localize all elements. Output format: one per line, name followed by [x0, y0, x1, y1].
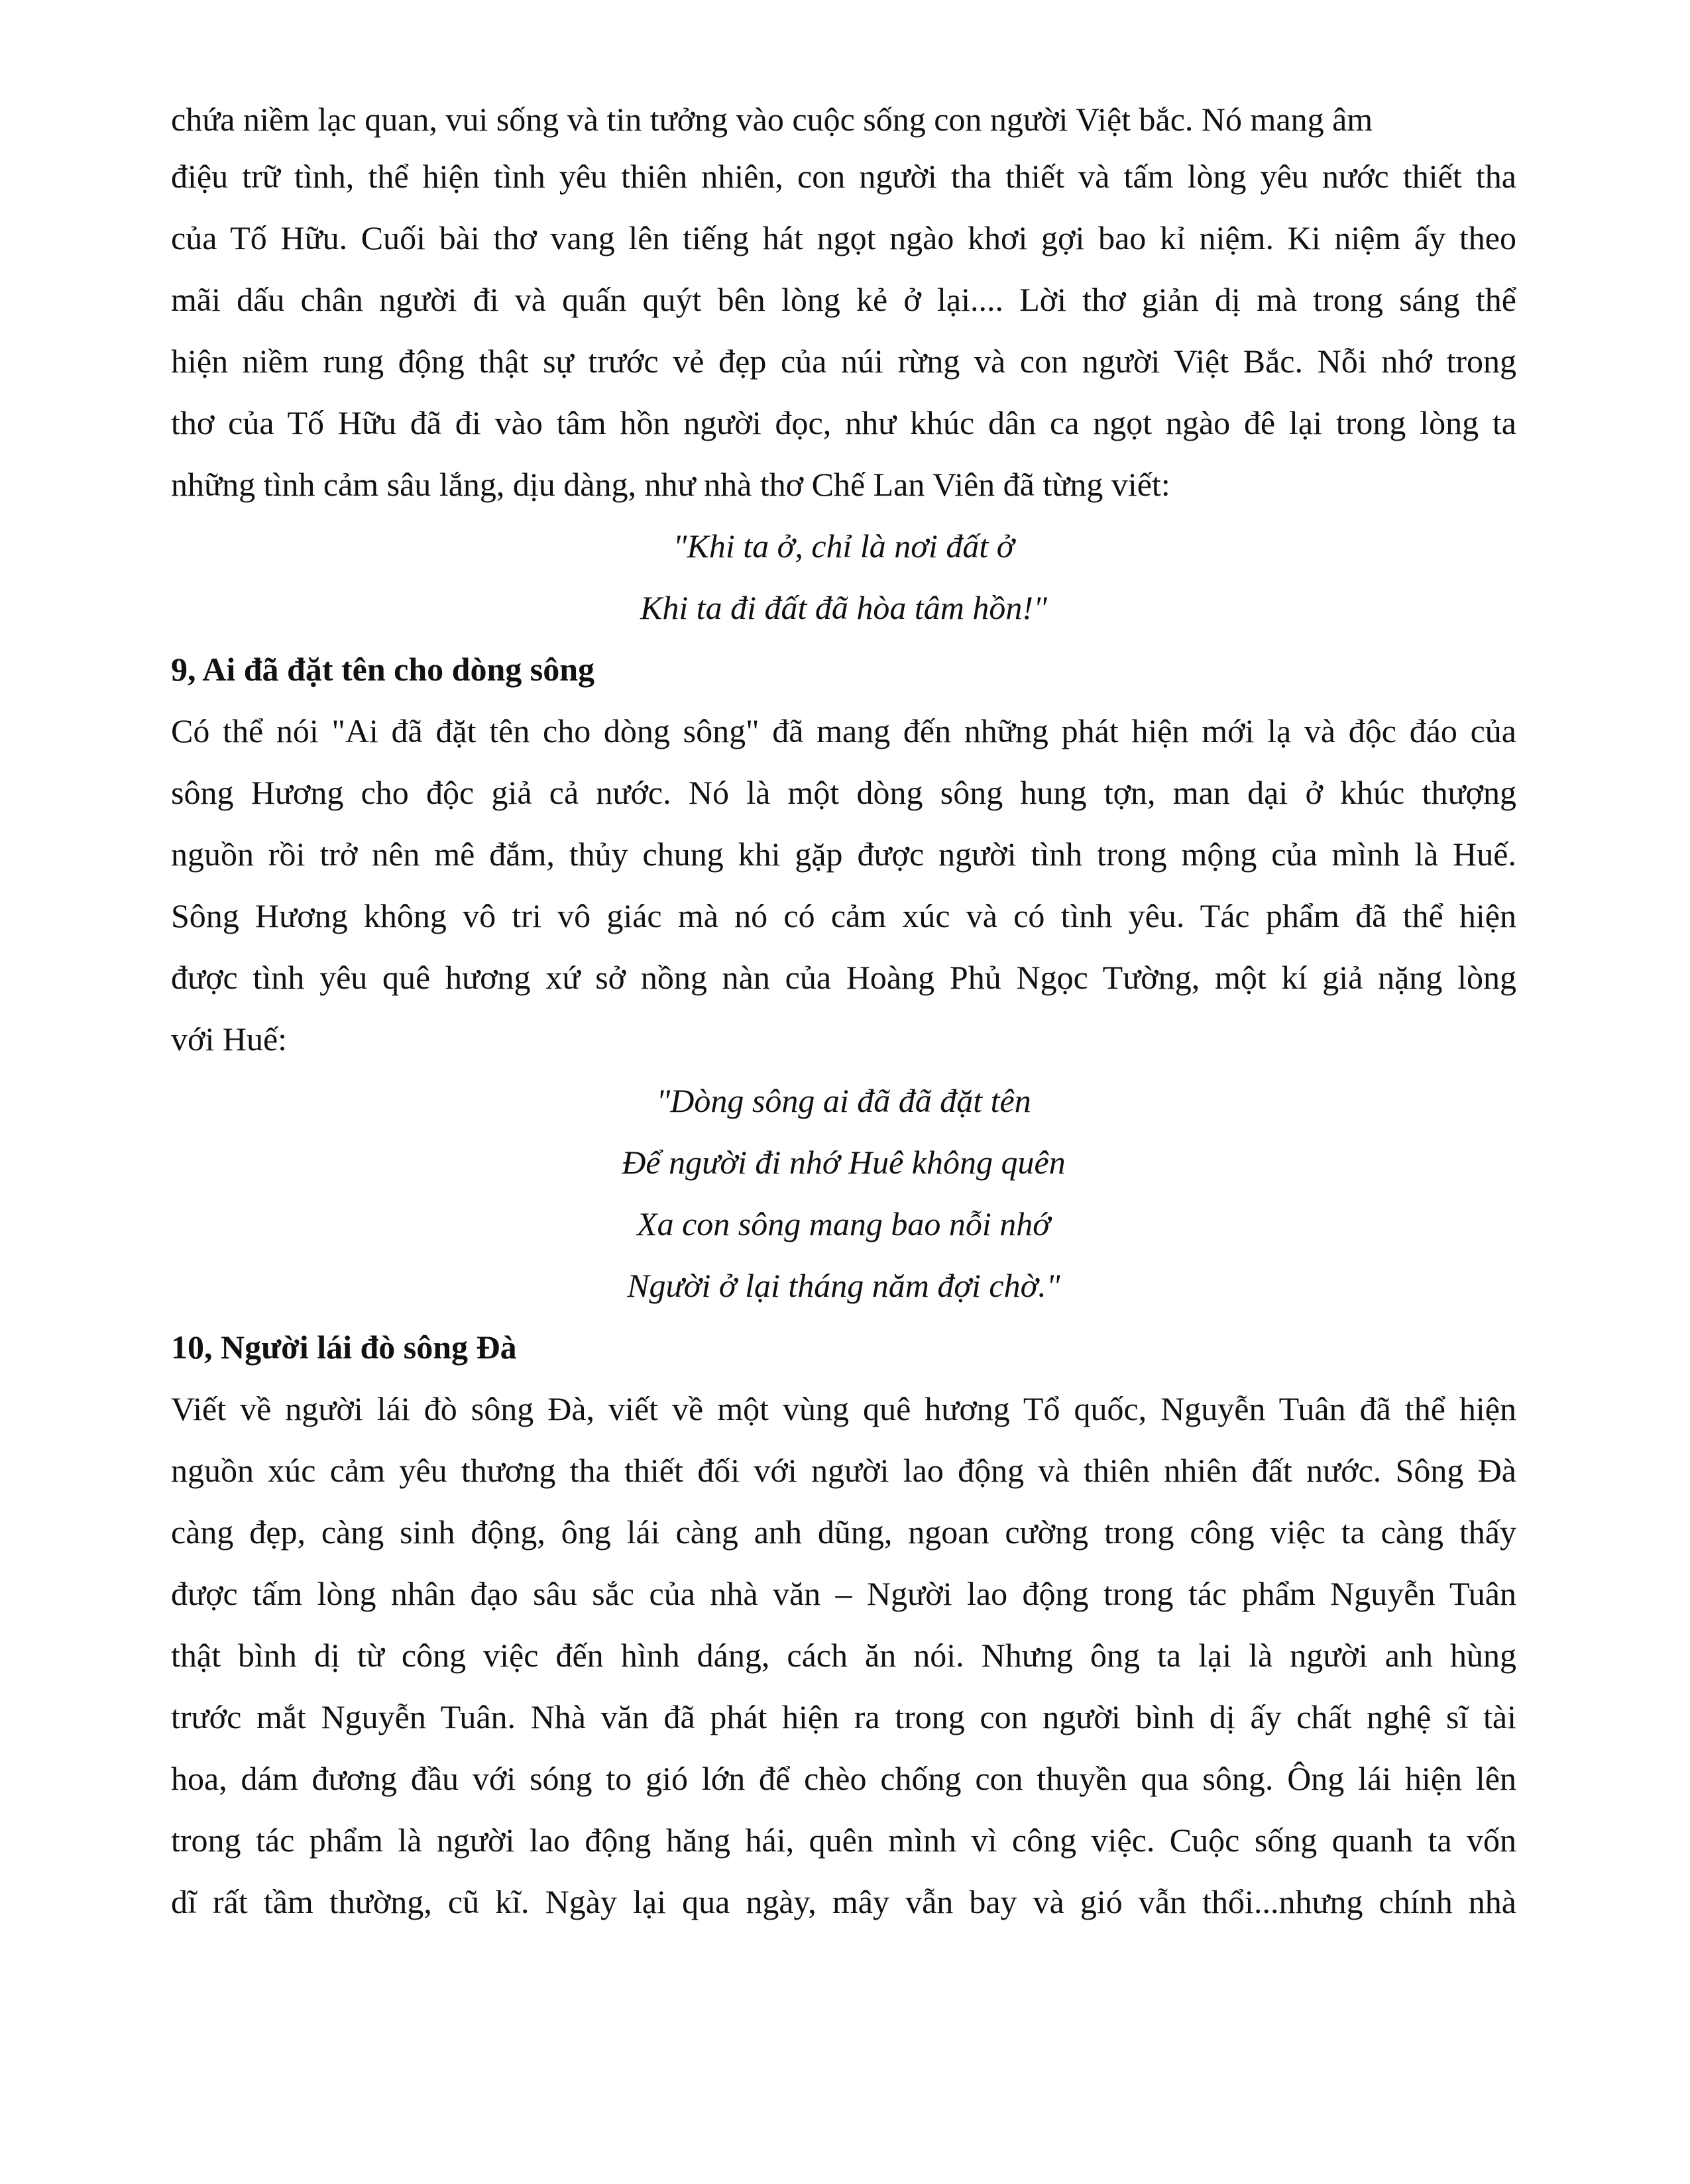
section-10-line-2: nguồn xúc cảm yêu thương tha thiết đối với người lao động và thiên nhiên đất nước. Sông Đà: [171, 1452, 1516, 1489]
section-10-paragraph: [171, 1378, 1516, 1933]
section-9-quote-line-3: Xa con sông mang bao nỗi nhớ: [637, 1205, 1050, 1242]
intro-line-1: chứa niềm lạc quan, vui sống và tin tưởng vào cuộc sống con người Việt bắc. Nó mang âm: [171, 101, 1373, 138]
section-10-line-6: trước mắt Nguyễn Tuân. Nhà văn đã phát hiện ra trong con người bình dị ấy chất nghệ sĩ tài: [171, 1698, 1516, 1735]
section-10-line-5: thật bình dị từ công việc đến hình dáng, cách ăn nói. Nhưng ông ta lại là người anh hùng: [171, 1637, 1516, 1674]
section-10-line-4: được tấm lòng nhân đạo sâu sắc của nhà văn – Người lao động trong tác phẩm Nguyễn Tuân: [171, 1575, 1516, 1612]
section-10-heading: 10, Người lái đò sông Đà: [171, 1329, 517, 1366]
intro-line-6: thơ của Tố Hữu đã đi vào tâm hồn người đọc, như khúc dân ca ngọt ngào đê lại trong lòng ta: [171, 404, 1516, 441]
section-9-heading: 9, Ai đã đặt tên cho dòng sông: [171, 651, 595, 688]
intro-line-7: những tình cảm sâu lắng, dịu dàng, như nhà thơ Chế Lan Viên đã từng viết:: [171, 466, 1170, 503]
section-9-line-2: sông Hương cho độc giả cả nước. Nó là một dòng sông hung tợn, man dại ở khúc thượng: [171, 774, 1516, 811]
intro-line-2: điệu trữ tình, thể hiện tình yêu thiên nhiên, con người tha thiết và tấm lòng yêu nước thiết tha: [171, 158, 1516, 195]
document-page: [171, 93, 1516, 1933]
section-10-line-1: Viết về người lái đò sông Đà, viết về một vùng quê hương Tổ quốc, Nguyễn Tuân đã thể hiện: [171, 1390, 1516, 1427]
section-9-line-6: với Huế:: [171, 1020, 288, 1058]
intro-line-4: mãi dấu chân người đi và quấn quýt bên lòng kẻ ở lại.... Lời thơ giản dị mà trong sáng thể: [171, 281, 1516, 318]
intro-line-5: hiện niềm rung động thật sự trước vẻ đẹp của núi rừng và con người Việt Bắc. Nỗi nhớ trong: [171, 343, 1516, 380]
section-10-line-8: trong tác phẩm là người lao động hăng hái, quên mình vì công việc. Cuộc sống quanh ta vốn: [171, 1822, 1516, 1859]
intro-line-3: của Tố Hữu. Cuối bài thơ vang lên tiếng hát ngọt ngào khơi gợi bao kỉ niệm. Ki niệm ấy theo: [171, 219, 1516, 256]
section-9-line-5: được tình yêu quê hương xứ sở nồng nàn của Hoàng Phủ Ngọc Tường, một kí giả nặng lòng: [171, 959, 1516, 996]
section-10-line-9: dĩ rất tầm thường, cũ kĩ. Ngày lại qua ngày, mây vẫn bay và gió vẫn thổi...nhưng chính nhà: [171, 1883, 1516, 1920]
section-9-quote: [171, 1070, 1516, 1317]
section-9-quote-line-1: "Dòng sông ai đã đã đặt tên: [656, 1082, 1031, 1119]
section-9-line-4: Sông Hương không vô tri vô giác mà nó có cảm xúc và có tình yêu. Tác phẩm đã thể hiện: [171, 897, 1516, 934]
intro-quote-line-2: Khi ta đi đất đã hòa tâm hồn!": [640, 589, 1048, 626]
section-9-quote-line-4: Người ở lại tháng năm đợi chờ.": [627, 1267, 1060, 1304]
section-10-line-7: hoa, dám đương đầu với sóng to gió lớn để chèo chống con thuyền qua sông. Ông lái hiện lên: [171, 1760, 1516, 1797]
section-9-quote-line-2: Để người đi nhớ Huê không quên: [622, 1144, 1066, 1181]
section-9-paragraph: [171, 700, 1516, 1070]
intro-paragraph: [171, 93, 1516, 516]
intro-quote: [171, 516, 1516, 639]
section-10-line-3: càng đẹp, càng sinh động, ông lái càng anh dũng, ngoan cường trong công việc ta càng thấy: [171, 1513, 1516, 1551]
section-9-line-1: Có thể nói "Ai đã đặt tên cho dòng sông" đã mang đến những phát hiện mới lạ và độc đáo của: [171, 712, 1516, 749]
intro-quote-line-1: "Khi ta ở, chỉ là nơi đất ở: [673, 527, 1015, 565]
section-9-line-3: nguồn rồi trở nên mê đắm, thủy chung khi gặp được người tình trong mộng của mình là Huế.: [171, 836, 1516, 873]
